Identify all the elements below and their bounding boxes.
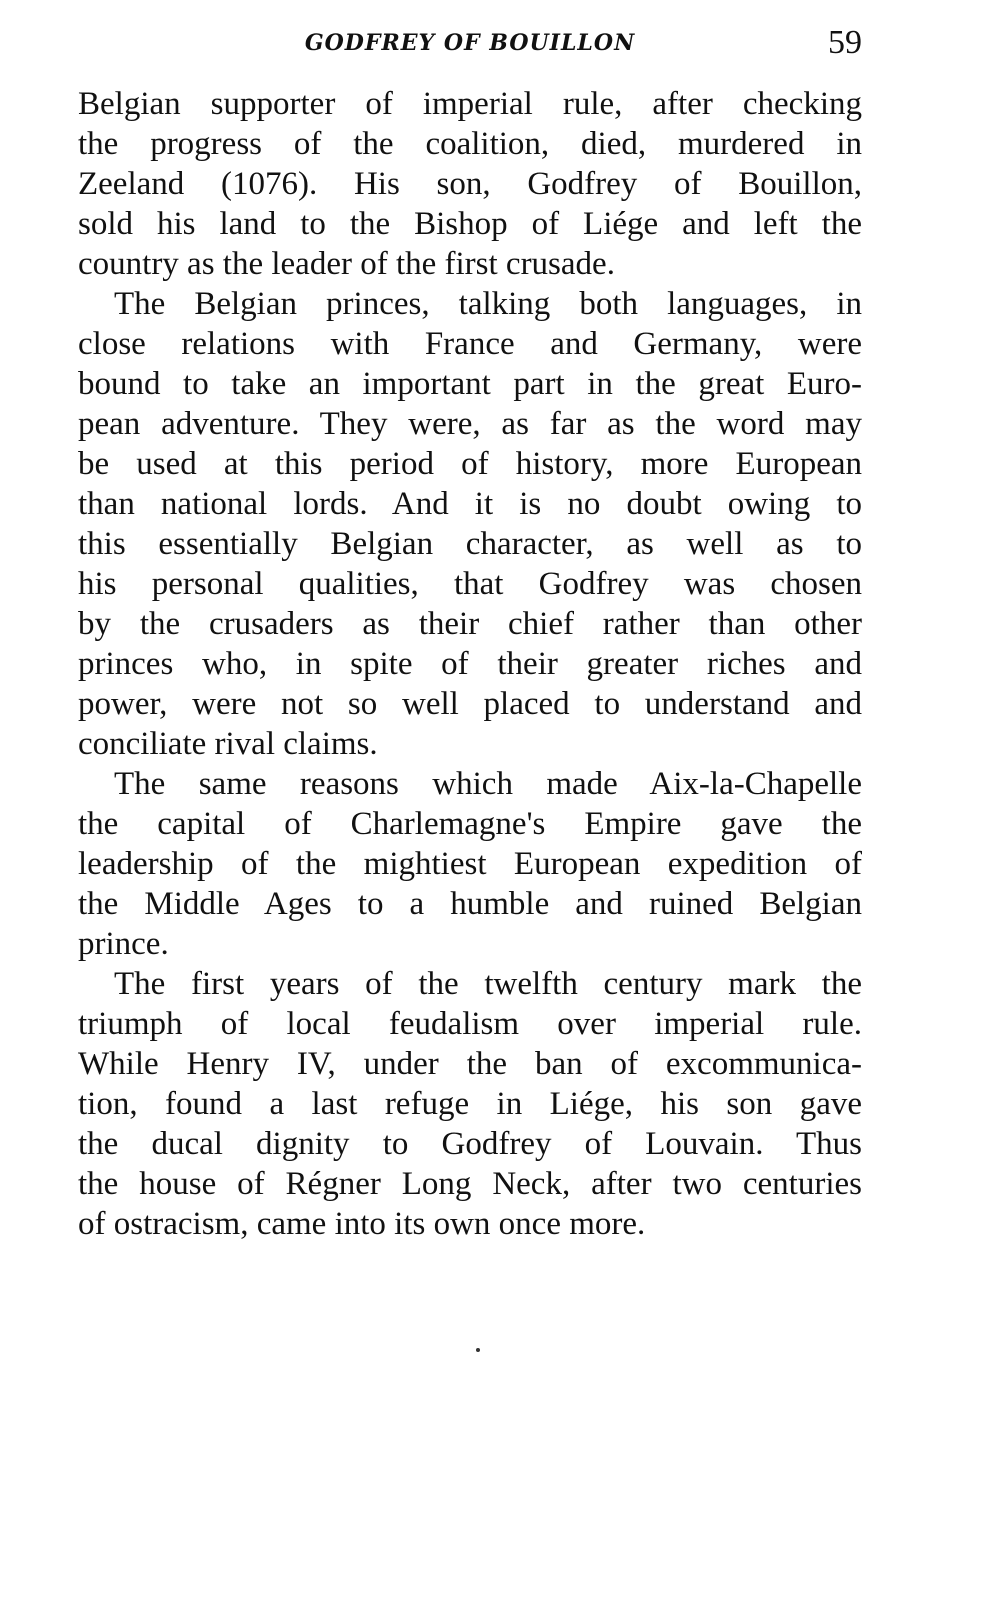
text-line: princes who, in spite of their greater riches and — [78, 646, 862, 682]
text-line: power, were not so well placed to understand and — [78, 686, 862, 722]
text-line: Zeeland (1076). His son, Godfrey of Bouillon, — [78, 166, 862, 202]
text-line: be used at this period of history, more European — [78, 446, 862, 482]
text-line: leadership of the mightiest European expedition of — [78, 846, 862, 882]
text-line: the house of Régner Long Neck, after two centuries — [78, 1166, 862, 1202]
text-line: bound to take an important part in the great Euro- — [78, 366, 862, 402]
body-text — [78, 84, 862, 1244]
text-line: conciliate rival claims. — [78, 726, 378, 762]
running-head — [78, 24, 862, 64]
page-number: 59 — [828, 24, 862, 61]
text-line: by the crusaders as their chief rather than other — [78, 606, 862, 642]
text-line: triumph of local feudalism over imperial rule. — [78, 1006, 862, 1042]
text-line: The first years of the twelfth century mark the — [114, 966, 862, 1002]
print-speck — [476, 1348, 480, 1352]
paragraph — [78, 84, 862, 284]
text-line: country as the leader of the first crusade. — [78, 246, 615, 282]
text-line: this essentially Belgian character, as well as to — [78, 526, 862, 562]
text-line: his personal qualities, that Godfrey was chosen — [78, 566, 862, 602]
text-line: close relations with France and Germany, were — [78, 326, 862, 362]
paragraph — [78, 284, 862, 764]
text-line: the Middle Ages to a humble and ruined Belgian — [78, 886, 862, 922]
text-line: prince. — [78, 926, 169, 962]
text-line: While Henry IV, under the ban of excommunica- — [78, 1046, 862, 1082]
paragraph — [78, 964, 862, 1244]
text-line: The same reasons which made Aix-la-Chapelle — [114, 766, 862, 802]
text-line: tion, found a last refuge in Liége, his son gave — [78, 1086, 862, 1122]
text-line: sold his land to the Bishop of Liége and left the — [78, 206, 862, 242]
text-line: pean adventure. They were, as far as the word may — [78, 406, 862, 442]
text-line: than national lords. And it is no doubt owing to — [78, 486, 862, 522]
running-title: GODFREY OF BOUILLON — [304, 30, 636, 56]
paragraph — [78, 764, 862, 964]
text-line: the progress of the coalition, died, murdered in — [78, 126, 862, 162]
text-line: the capital of Charlemagne's Empire gave the — [78, 806, 862, 842]
text-line: the ducal dignity to Godfrey of Louvain. Thus — [78, 1126, 862, 1162]
text-line: Belgian supporter of imperial rule, after checking — [78, 86, 862, 122]
text-line: The Belgian princes, talking both languages, in — [114, 286, 862, 322]
text-line: of ostracism, came into its own once more. — [78, 1206, 646, 1242]
